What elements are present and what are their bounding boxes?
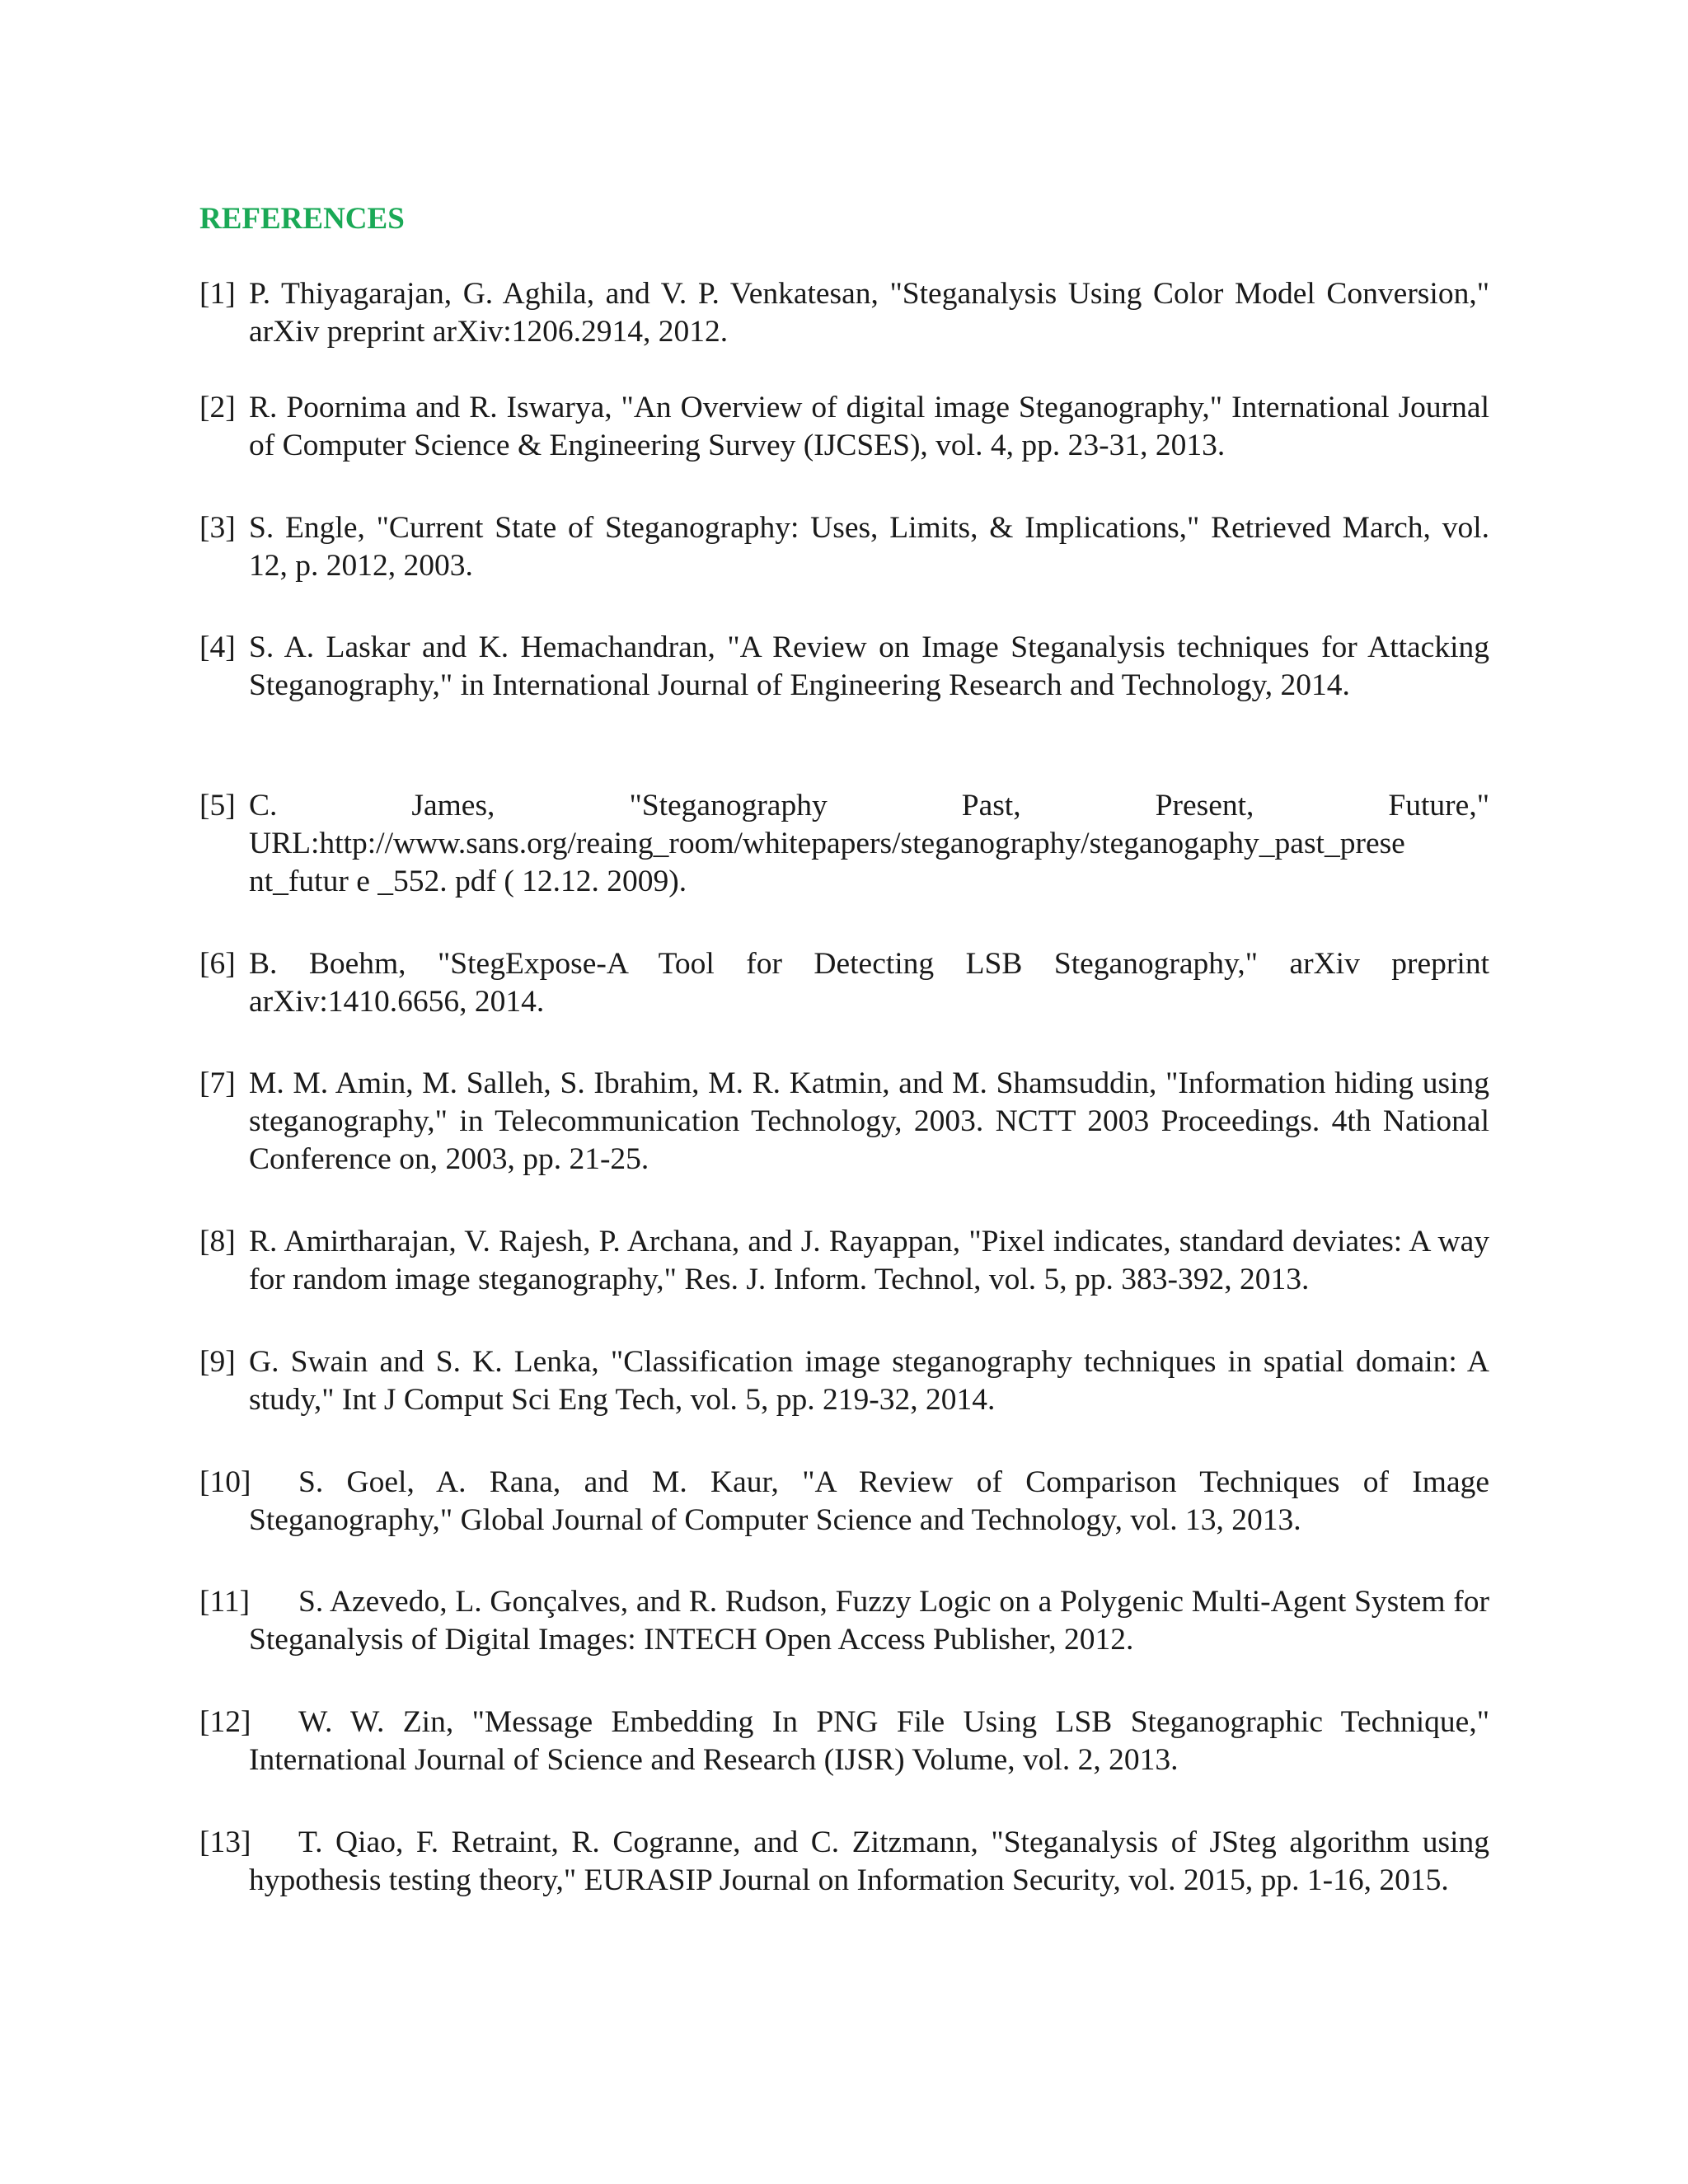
- reference-text: S. Goel, A. Rana, and M. Kaur, "A Review of Comparison Techniques of Image Steganography," Global Journal of Computer Science and Technology, vol. 13, 2013.: [249, 1465, 1489, 1537]
- reference-number: [1]: [199, 277, 236, 311]
- reference-number: [12]: [199, 1705, 251, 1739]
- reference-text: G. Swain and S. K. Lenka, "Classification image steganography techniques in spatial domain: A study," Int J Comput Sci Eng Tech, vol. 5, pp. 219-32, 2014.: [249, 1345, 1489, 1417]
- reference-text: P. Thiyagarajan, G. Aghila, and V. P. Venkatesan, "Steganalysis Using Color Model Conversion," arXiv preprint arXiv:1206.2914, 2012.: [249, 277, 1489, 349]
- reference-item: [199, 1824, 1489, 1900]
- reference-item: [199, 275, 1489, 351]
- reference-text: R. Amirtharajan, V. Rajesh, P. Archana, and J. Rayappan, "Pixel indicates, standard deviates: A way for random image steganography," Res. J. Inform. Technol, vol. 5, pp. 383-392, 2013.: [249, 1225, 1489, 1296]
- reference-number: [10]: [199, 1465, 251, 1499]
- document-page: [199, 0, 1489, 2184]
- reference-text: M. M. Amin, M. Salleh, S. Ibrahim, M. R. Katmin, and M. Shamsuddin, "Information hiding using steganography," in Telecommunication Technology, 2003. NCTT 2003 Proceedings. 4th National Conference on, 2003, pp. 21-25.: [249, 1066, 1489, 1176]
- reference-number: [9]: [199, 1345, 236, 1379]
- reference-number: [3]: [199, 511, 236, 545]
- reference-number: [13]: [199, 1825, 251, 1859]
- reference-text: S. Engle, "Current State of Steganography: Uses, Limits, & Implications," Retrieved March, vol. 12, p. 2012, 2003.: [249, 511, 1489, 583]
- reference-text: S. A. Laskar and K. Hemachandran, "A Review on Image Steganalysis techniques for Attacking Steganography," in International Journal of Engineering Research and Technology, 2014.: [249, 630, 1489, 702]
- reference-number: [5]: [199, 789, 236, 823]
- reference-text: R. Poornima and R. Iswarya, "An Overview of digital image Steganography," International Journal of Computer Science & Engineering Survey (IJCSES), vol. 4, pp. 23-31, 2013.: [249, 391, 1489, 462]
- reference-number: [8]: [199, 1225, 236, 1258]
- reference-item: [199, 1065, 1489, 1179]
- reference-text: B. Boehm, "StegExpose-A Tool for Detecting LSB Steganography," arXiv preprint arXiv:1410.6656, 2014.: [249, 947, 1489, 1019]
- reference-item: [199, 1583, 1489, 1659]
- reference-number: [7]: [199, 1066, 236, 1100]
- reference-item: [199, 1704, 1489, 1779]
- reference-item: [199, 389, 1489, 465]
- reference-item: [199, 787, 1489, 901]
- reference-item: [199, 1343, 1489, 1419]
- reference-item: [199, 945, 1489, 1021]
- reference-number: [2]: [199, 391, 236, 424]
- reference-text: C. James, "Steganography Past, Present, Future," URL:http://www.sans.org/reaing_room/whitepapers/steganography/steganogaphy_past_prese nt_futur e _552. pdf ( 12.12. 2009).: [249, 789, 1489, 898]
- references-heading: REFERENCES: [199, 202, 405, 236]
- reference-item: [199, 629, 1489, 705]
- reference-text: W. W. Zin, "Message Embedding In PNG File Using LSB Steganographic Technique," International Journal of Science and Research (IJSR) Volume, vol. 2, 2013.: [249, 1705, 1489, 1777]
- reference-text: T. Qiao, F. Retraint, R. Cogranne, and C. Zitzmann, "Steganalysis of JSteg algorithm using hypothesis testing theory," EURASIP Journal on Information Security, vol. 2015, pp. 1-16, 2015.: [249, 1825, 1489, 1897]
- reference-text: S. Azevedo, L. Gonçalves, and R. Rudson, Fuzzy Logic on a Polygenic Multi-Agent System for Steganalysis of Digital Images: INTECH Open Access Publisher, 2012.: [249, 1585, 1489, 1657]
- reference-item: [199, 1464, 1489, 1540]
- reference-number: [11]: [199, 1585, 251, 1619]
- reference-item: [199, 1223, 1489, 1299]
- reference-number: [4]: [199, 630, 236, 664]
- reference-item: [199, 509, 1489, 585]
- reference-number: [6]: [199, 947, 236, 981]
